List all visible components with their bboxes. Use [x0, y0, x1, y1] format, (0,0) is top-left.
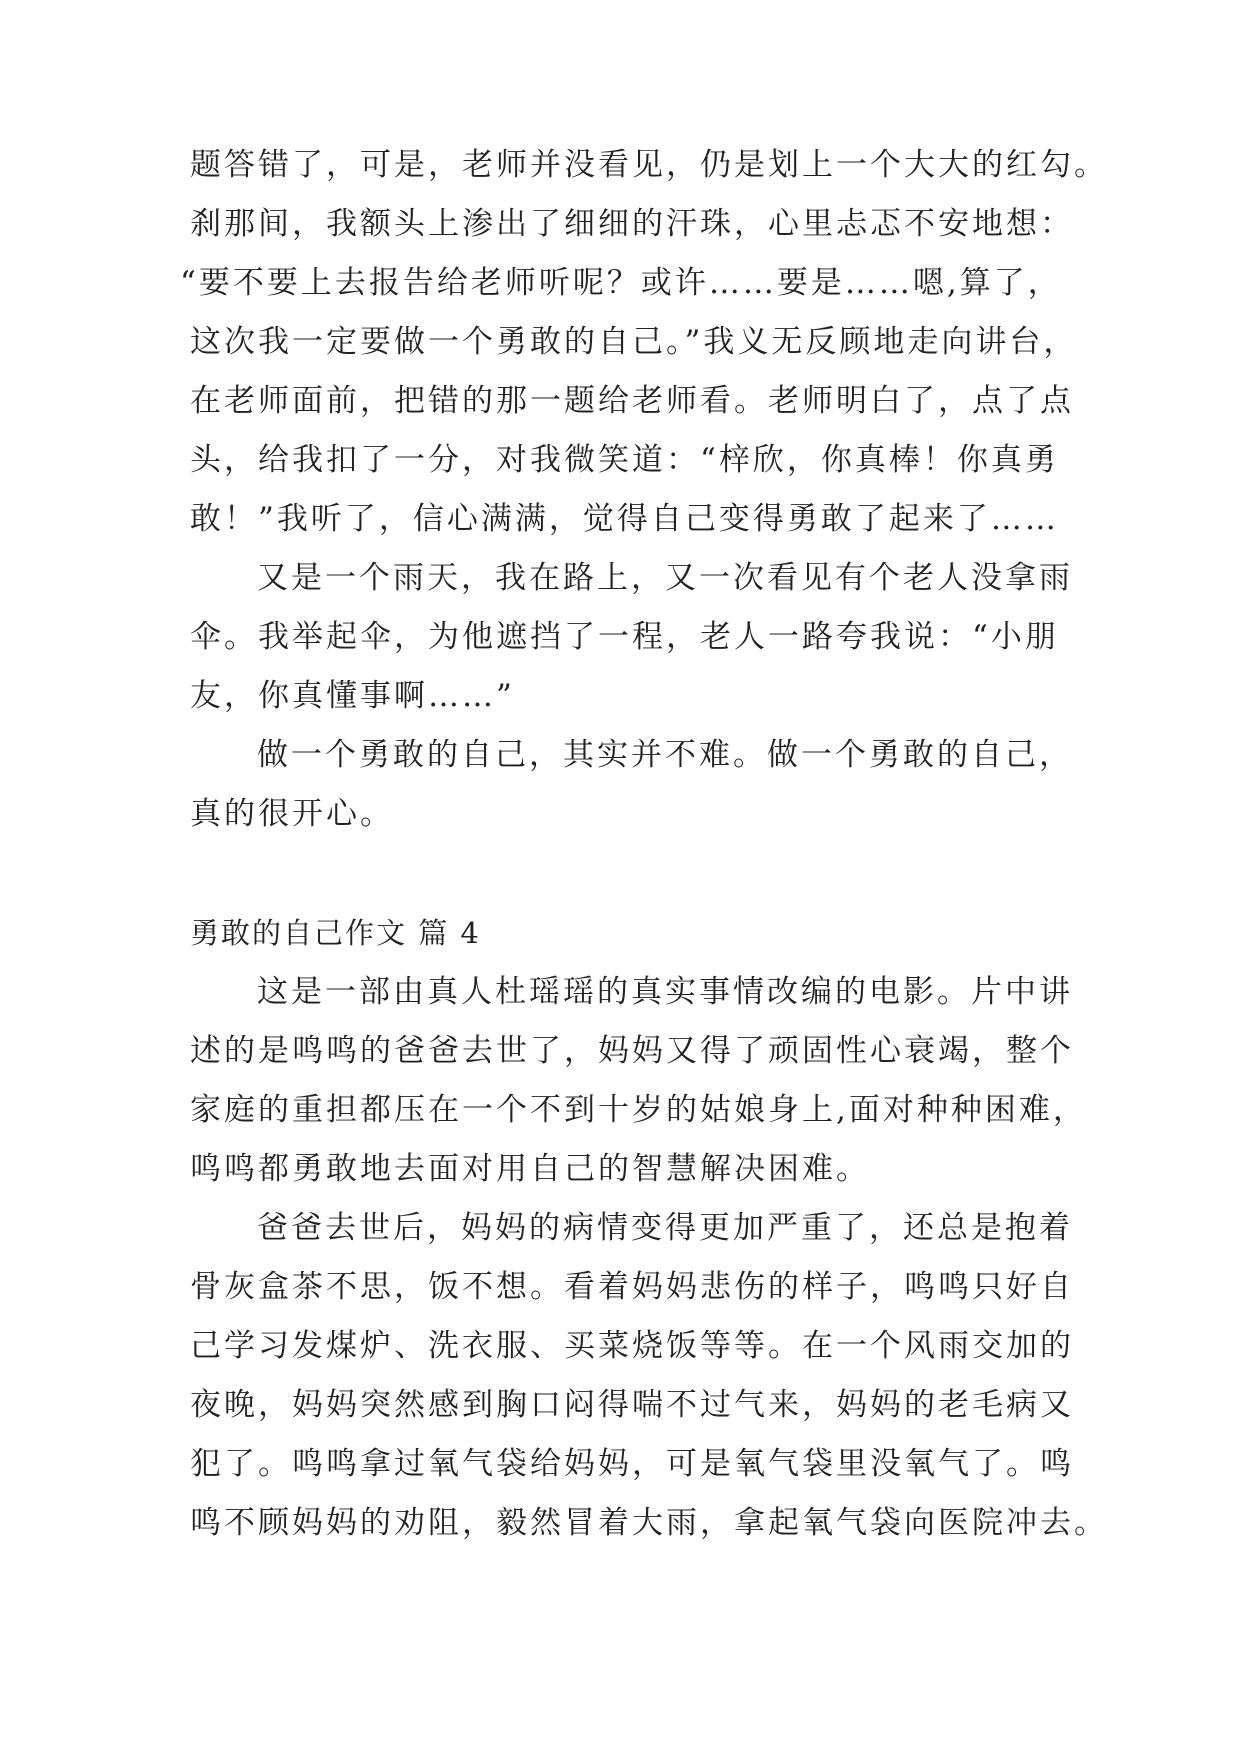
- text-line: 夜晚，妈妈突然感到胸口闷得喘不过气来，妈妈的老毛病又: [190, 1387, 1074, 1423]
- paragraph-first-line: 又是一个雨天，我在路上，又一次看见有个老人没拿雨: [257, 560, 1073, 596]
- text-line: 骨灰盒茶不思，饭不想。看着妈妈悲伤的样子，鸣鸣只好自: [190, 1269, 1074, 1305]
- text-line: 头，给我扣了一分，对我微笑道：“梓欣，你真棒！你真勇: [190, 442, 1059, 478]
- text-line: 伞。我举起伞，为他遮挡了一程，老人一路夸我说：“小朋: [190, 619, 1059, 655]
- paragraph-first-line: 这是一部由真人杜瑶瑶的真实事情改编的电影。片中讲: [257, 974, 1073, 1010]
- text-line: 刹那间，我额头上渗出了细细的汗珠，心里忐忑不安地想：: [190, 206, 1074, 242]
- text-line: “要不要上去报告给老师听呢？或许……要是……嗯,算了，: [180, 265, 1062, 301]
- paragraph-first-line: 做一个勇敢的自己，其实并不难。做一个勇敢的自己，: [257, 737, 1073, 773]
- text-line: 敢！”我听了，信心满满，觉得自己变得勇敢了起来了……: [190, 501, 1059, 537]
- text-line: 这次我一定要做一个勇敢的自己。”我义无反顾地走向讲台，: [190, 324, 1078, 360]
- text-line: 家庭的重担都压在一个不到十岁的姑娘身上,面对种种困难，: [190, 1092, 1087, 1128]
- text-line: 己学习发煤炉、洗衣服、买菜烧饭等等。在一个风雨交加的: [190, 1328, 1074, 1364]
- text-line: 鸣鸣都勇敢地去面对用自己的智慧解决困难。: [190, 1151, 870, 1187]
- text-line: 述的是鸣鸣的爸爸去世了，妈妈又得了顽固性心衰竭，整个: [190, 1033, 1074, 1069]
- text-line: 友，你真懂事啊……”: [190, 678, 515, 714]
- text-line: 题答错了，可是，老师并没看见，仍是划上一个大大的红勾。: [190, 147, 1108, 183]
- text-line: 鸣不顾妈妈的劝阻，毅然冒着大雨，拿起氧气袋向医院冲去。: [190, 1505, 1108, 1541]
- text-line: 真的很开心。: [190, 796, 394, 832]
- text-line: 犯了。鸣鸣拿过氧气袋给妈妈，可是氧气袋里没氧气了。鸣: [190, 1446, 1074, 1482]
- text-line: 在老师面前，把错的那一题给老师看。老师明白了，点了点: [190, 383, 1074, 419]
- paragraph-first-line: 爸爸去世后，妈妈的病情变得更加严重了，还总是抱着: [257, 1210, 1073, 1246]
- section-heading: 勇敢的自己作文 篇 4: [190, 916, 481, 950]
